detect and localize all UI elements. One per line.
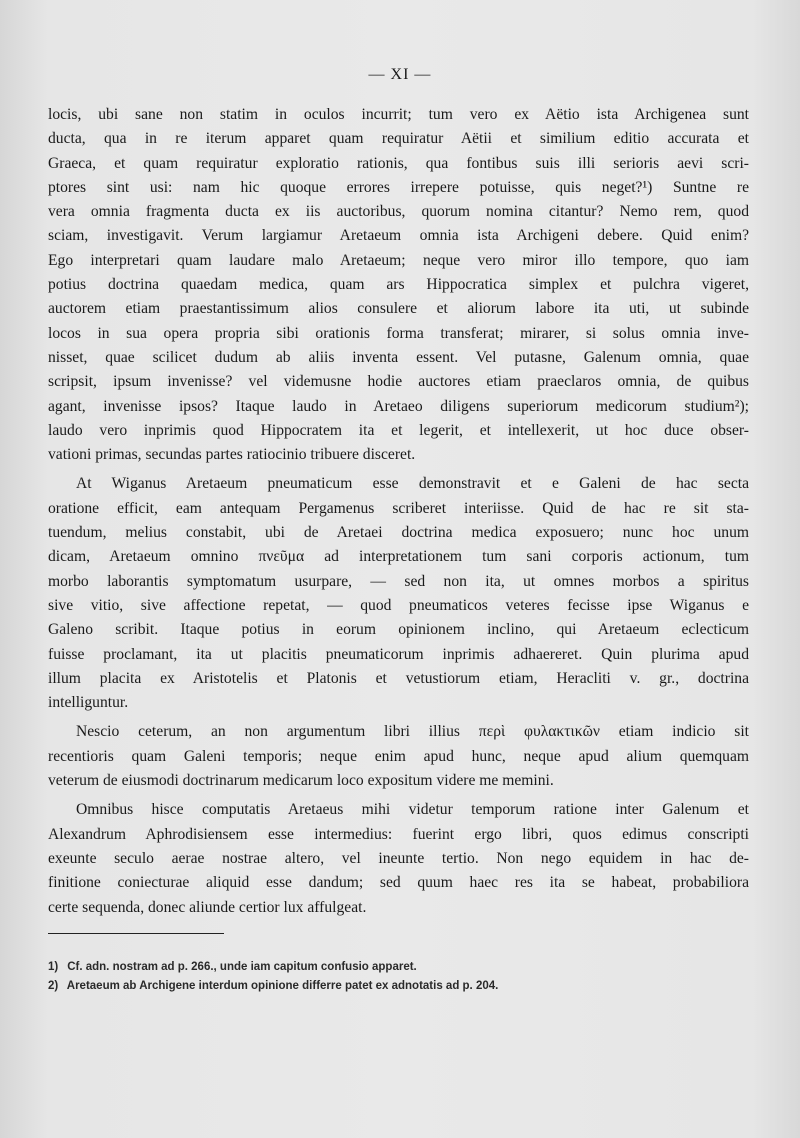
text-line: Alexandrum Aphrodisiensem esse intermedius: fuerint ergo libri, quos edimus conscripti (48, 825, 749, 843)
text-line: tuendum, melius constabit, ubi de Aretaei doctrina medica exposuero; nunc hoc unum (48, 524, 749, 542)
text-line: vationi primas, secundas partes ratiocinio tribuere disceret. (48, 446, 416, 464)
text-line: morbo laborantis symptomatum usurpare, — sed non ita, ut omnes morbos a spiritus (48, 572, 749, 590)
footnote-text: Cf. adn. nostram ad p. 266., unde iam capitum confusio apparet. (67, 961, 417, 973)
footnote-rule (48, 933, 224, 934)
text-line: Graeca, et quam requiratur exploratio rationis, qua fontibus suis illi serioris aevi scri- (48, 154, 749, 172)
text-line: sive vitio, sive affectione repetat, — quod pneumaticos veteres fecisse ipse Wiganus e (48, 596, 749, 614)
text-line: ptores sint usi: nam hic quoque errores irrepere potuisse, quis neget?¹) Suntne re (48, 178, 749, 196)
footnote-text: Aretaeum ab Archigene interdum opinione differre patet ex adnotatis ad p. 204. (66, 980, 499, 992)
text-line: certe sequenda, donec aliunde certior lux affulgeat. (48, 898, 367, 916)
text-line: At Wiganus Aretaeum pneumaticum esse demonstravit et e Galeni de hac secta (76, 475, 749, 493)
footnote-mark: 1) (48, 961, 59, 973)
paragraph-3 (48, 720, 749, 793)
text-line: recentioris quam Galeni temporis; neque enim apud hunc, neque apud alium quemquam (48, 747, 749, 765)
text-line: locis, ubi sane non statim in oculos incurrit; tum vero ex Aëtio ista Archigenea sunt (48, 106, 749, 123)
text-line: intelliguntur. (48, 694, 129, 712)
text-line: vera omnia fragmenta ducta ex iis auctoribus, quorum nomina citantur? Nemo rem, quod (48, 203, 749, 221)
text-line: laudo vero inprimis quod Hippocratem ita et legerit, et intellexerit, ut hoc duce obser- (48, 421, 749, 439)
text-line: sciam, investigavit. Verum largiamur Aretaeum omnia ista Archigeni debere. Quid enim? (48, 227, 749, 245)
page-number: — XI — (368, 66, 432, 83)
text-line: potius doctrina quaedam medica, quam ars Hippocratica simplex et pulchra vigeret, (48, 276, 749, 294)
text-line: ducta, qua in re iterum apparet quam requiratur Aëtii et similium editio accurata et (48, 130, 749, 148)
text-line: Ego interpretari quam laudare malo Aretaeum; neque vero miror illo tempore, quo iam (48, 251, 749, 269)
body-text (48, 103, 749, 925)
text-line: exeunte seculo aerae nostrae altero, vel ineunte tertio. Non nego equidem in hac de- (48, 849, 749, 867)
text-line: fuisse proclamant, ita ut placitis pneumaticorum inprimis adhaereret. Quin plurima apud (48, 645, 749, 663)
text-line: Galeno scribit. Itaque potius in eorum opinionem inclino, qui Aretaeum eclecticum (48, 621, 749, 639)
text-line: dicam, Aretaeum omnino πνεῦμα ad interpretationem tum sani corporis actionum, tum (48, 548, 749, 566)
text-line: locos in sua opera propria sibi orationis forma transferat; mirarer, si solus omnia inve- (48, 324, 749, 342)
text-line: oratione efficit, eam antequam Pergamenus scriberet interiisse. Quid de hac re sit sta- (48, 499, 749, 517)
text-line: scripsit, ipsum invenisse? vel videmusne hodie auctores etiam praeclaros omnia, de quibus (48, 373, 749, 391)
text-line: Omnibus hisce computatis Aretaeus mihi videtur temporum ratione inter Galenum et (76, 801, 749, 819)
text-line: illum placita ex Aristotelis et Platonis et vetustiorum etiam, Heracliti v. gr., doctrina (48, 669, 749, 687)
footnotes (48, 958, 749, 996)
text-line: finitione coniecturae aliquid esse dandum; sed quum haec res ita se habeat, probabiliora (48, 874, 749, 892)
text-line: veterum de eiusmodi doctrinarum medicarum loco expositum videre me memini. (48, 772, 554, 790)
footnote-1 (48, 958, 749, 977)
text-line: auctorem etiam praestantissimum alios consulere et aliorum labore ita uti, ut subinde (48, 300, 749, 318)
text-line: Nescio ceterum, an non argumentum libri illius περὶ φυλακτικῶν etiam indicio sit (76, 723, 749, 741)
paragraph-2 (48, 472, 749, 715)
text-line: agant, invenisse ipsos? Itaque laudo in Aretaeo diligens superiorum medicorum studium²); (48, 397, 749, 415)
footnote-2 (48, 977, 749, 996)
paragraph-4 (48, 798, 749, 919)
footnote-mark: 2) (48, 980, 59, 992)
text-line: nisset, quae scilicet dudum ab aliis inventa essent. Vel putasne, Galenum omnia, quae (48, 348, 749, 366)
paragraph-1 (48, 103, 749, 467)
